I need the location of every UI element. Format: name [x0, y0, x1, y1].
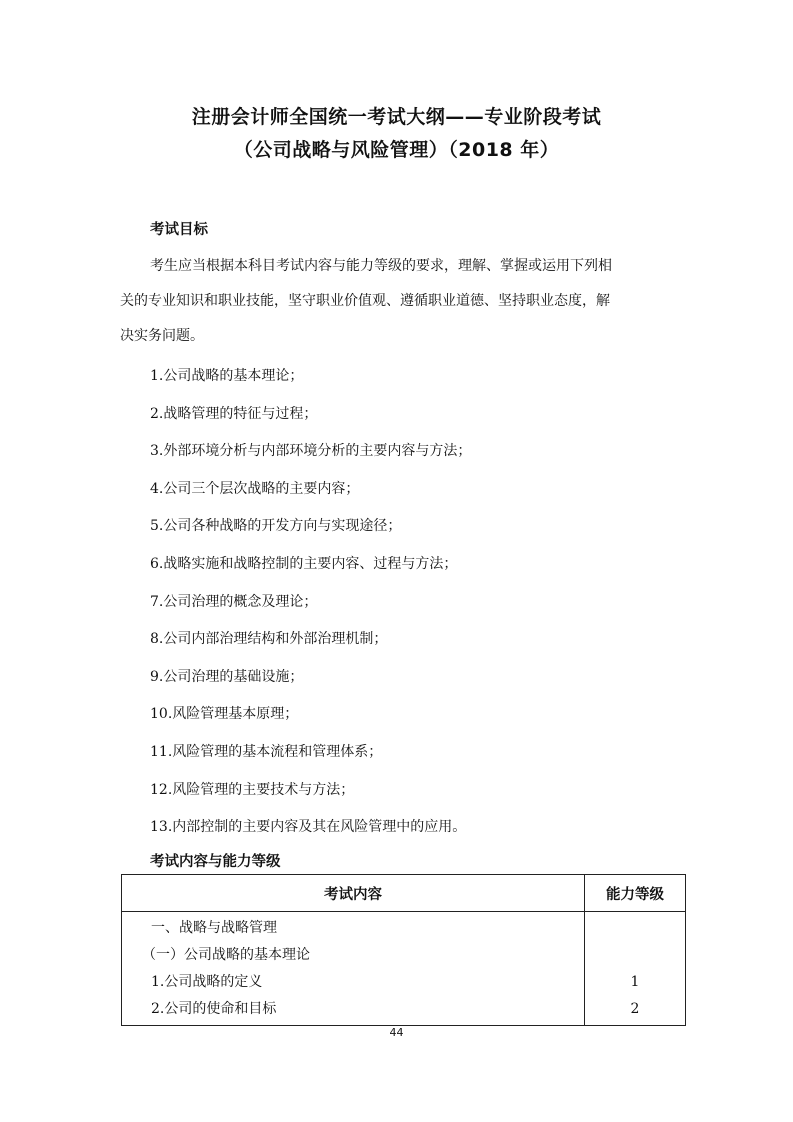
- table-header-row: [122, 875, 686, 912]
- document-title-line-1: 注册会计师全国统一考试大纲——专业阶段考试: [191, 106, 602, 128]
- goal-item: 3.外部环境分析与内部环境分析的主要内容与方法；: [150, 443, 472, 460]
- level-cell: [585, 912, 686, 1026]
- goal-item: 11.风险管理的基本流程和管理体系；: [150, 743, 383, 760]
- exam-goal-list: [150, 361, 471, 850]
- intro-paragraph: [120, 249, 683, 354]
- goal-item: 1.公司战略的基本理论；: [150, 368, 304, 384]
- intro-line: 决实务问题。: [120, 328, 204, 344]
- header-ability-level: 能力等级: [585, 875, 686, 912]
- exam-content-heading: 考试内容与能力等级: [150, 854, 281, 870]
- goal-item: 10.风险管理基本原理；: [150, 706, 299, 723]
- intro-line: 考生应当根据本科目考试内容与能力等级的要求，理解、掌握或运用下列相: [150, 258, 612, 274]
- goal-item: 12.风险管理的主要技术与方法；: [150, 781, 355, 798]
- content-line: 2.公司的使命和目标: [151, 1001, 277, 1017]
- page-number: 44: [389, 1026, 404, 1039]
- content-line: 1.公司战略的定义: [151, 974, 263, 990]
- content-cell: [122, 912, 585, 1026]
- level-value: [585, 915, 685, 942]
- document-title-line-2: （公司战略与风险管理）（2018 年）: [233, 139, 560, 161]
- intro-line: 关的专业知识和职业技能，坚守职业价值观、遵循职业道德、坚持职业态度，解: [120, 293, 610, 309]
- level-value: 1: [630, 974, 640, 990]
- content-line: 一、战略与战略管理: [151, 920, 277, 936]
- level-value: 2: [630, 1001, 640, 1017]
- content-ability-table: [121, 874, 686, 1026]
- goal-item: 6.战略实施和战略控制的主要内容、过程与方法；: [150, 555, 458, 572]
- goal-item: 13.内部控制的主要内容及其在风险管理中的应用。: [150, 819, 467, 836]
- exam-goal-heading: 考试目标: [150, 222, 208, 238]
- content-line: （一）公司战略的基本理论: [142, 947, 310, 963]
- goal-item: 5.公司各种战略的开发方向与实现途径；: [150, 518, 402, 535]
- header-exam-content: 考试内容: [122, 875, 585, 912]
- goal-item: 9.公司治理的基础设施；: [150, 668, 304, 685]
- goal-item: 4.公司三个层次战略的主要内容；: [150, 480, 360, 497]
- goal-item: 2.战略管理的特征与过程；: [150, 405, 318, 422]
- goal-item: 8.公司内部治理结构和外部治理机制；: [150, 631, 388, 648]
- table-row: [122, 912, 686, 1026]
- goal-item: 7.公司治理的概念及理论；: [150, 593, 318, 610]
- level-value: [585, 942, 685, 969]
